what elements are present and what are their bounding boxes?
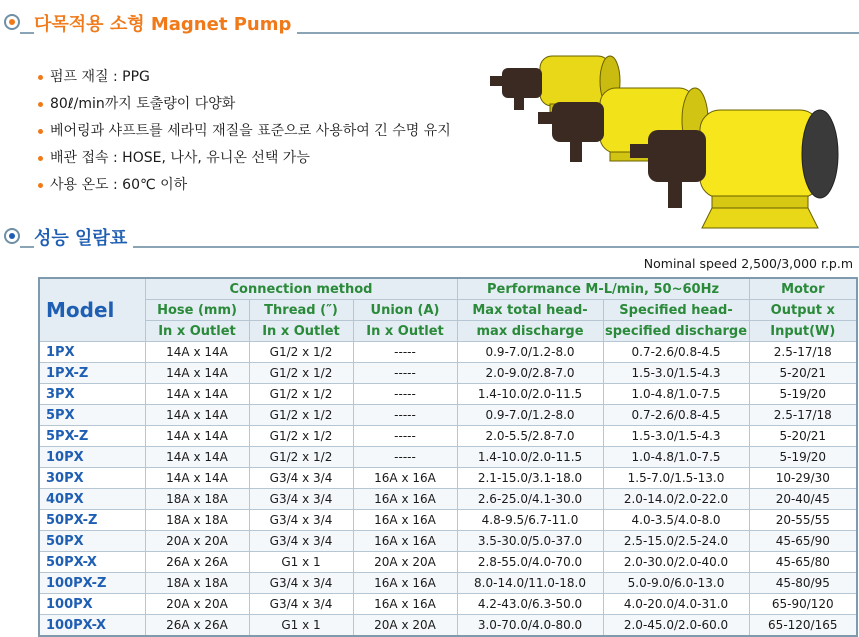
cell-hose: 14A x 14A <box>145 426 249 447</box>
cell-hose: 26A x 26A <box>145 615 249 637</box>
cell-specified-discharge: 0.7-2.6/0.8-4.5 <box>603 342 749 363</box>
table-row <box>39 573 857 594</box>
cell-motor-output: 65-120/165 <box>749 615 857 637</box>
cell-model: 40PX <box>39 489 145 510</box>
cell-thread: G1/2 x 1/2 <box>249 426 353 447</box>
section-bullet-icon <box>4 228 20 244</box>
table-row <box>39 552 857 573</box>
cell-thread: G1 x 1 <box>249 615 353 637</box>
performance-table-body <box>39 342 857 637</box>
table-row <box>39 384 857 405</box>
cell-hose: 20A x 20A <box>145 594 249 615</box>
cell-union: 16A x 16A <box>353 489 457 510</box>
cell-specified-discharge: 5.0-9.0/6.0-13.0 <box>603 573 749 594</box>
feature-item: 펌프 재질 : PPG <box>38 64 451 91</box>
cell-max-discharge: 1.4-10.0/2.0-11.5 <box>457 384 603 405</box>
cell-union: 16A x 16A <box>353 531 457 552</box>
cell-model: 50PX-Z <box>39 510 145 531</box>
cell-specified-discharge: 0.7-2.6/0.8-4.5 <box>603 405 749 426</box>
cell-union: 20A x 20A <box>353 615 457 637</box>
cell-union: 16A x 16A <box>353 510 457 531</box>
cell-max-discharge: 3.0-70.0/4.0-80.0 <box>457 615 603 637</box>
cell-specified-discharge: 1.0-4.8/1.0-7.5 <box>603 384 749 405</box>
cell-specified-discharge: 4.0-3.5/4.0-8.0 <box>603 510 749 531</box>
cell-model: 50PX <box>39 531 145 552</box>
cell-union: ----- <box>353 426 457 447</box>
header-output: Output x <box>749 300 857 321</box>
cell-hose: 20A x 20A <box>145 531 249 552</box>
cell-model: 50PX-X <box>39 552 145 573</box>
bullet-dot-icon <box>38 129 43 134</box>
cell-motor-output: 2.5-17/18 <box>749 405 857 426</box>
header-in-outlet: In x Outlet <box>353 321 457 342</box>
cell-motor-output: 2.5-17/18 <box>749 342 857 363</box>
header-input: Input(W) <box>749 321 857 342</box>
cell-max-discharge: 4.2-43.0/6.3-50.0 <box>457 594 603 615</box>
cell-motor-output: 20-55/55 <box>749 510 857 531</box>
cell-motor-output: 20-40/45 <box>749 489 857 510</box>
header-specified-head: Specified head- <box>603 300 749 321</box>
pump-product-image <box>480 38 850 233</box>
bullet-dot-icon <box>38 102 43 107</box>
cell-union: 16A x 16A <box>353 594 457 615</box>
cell-thread: G1/2 x 1/2 <box>249 342 353 363</box>
performance-title: 성능 일람표 <box>34 224 133 250</box>
header-in-outlet: In x Outlet <box>249 321 353 342</box>
section-divider <box>20 246 859 248</box>
cell-max-discharge: 2.8-55.0/4.0-70.0 <box>457 552 603 573</box>
cell-model: 1PX <box>39 342 145 363</box>
cell-hose: 14A x 14A <box>145 363 249 384</box>
table-row <box>39 447 857 468</box>
cell-max-discharge: 2.1-15.0/3.1-18.0 <box>457 468 603 489</box>
cell-max-discharge: 0.9-7.0/1.2-8.0 <box>457 342 603 363</box>
table-row <box>39 510 857 531</box>
header-thread: Thread (″) <box>249 300 353 321</box>
cell-union: ----- <box>353 342 457 363</box>
cell-motor-output: 5-19/20 <box>749 447 857 468</box>
product-title: 다목적용 소형 Magnet Pump <box>34 10 297 36</box>
header-hose: Hose (mm) <box>145 300 249 321</box>
cell-model: 10PX <box>39 447 145 468</box>
cell-specified-discharge: 2.5-15.0/2.5-24.0 <box>603 531 749 552</box>
cell-specified-discharge: 1.0-4.8/1.0-7.5 <box>603 447 749 468</box>
header-max-total-head: Max total head- <box>457 300 603 321</box>
section-header-performance <box>0 222 859 256</box>
feature-item: 배관 접속 : HOSE, 나사, 유니온 선택 가능 <box>38 145 451 172</box>
header-model: Model <box>39 278 145 342</box>
cell-hose: 14A x 14A <box>145 342 249 363</box>
cell-thread: G3/4 x 3/4 <box>249 531 353 552</box>
cell-thread: G1/2 x 1/2 <box>249 447 353 468</box>
cell-specified-discharge: 2.0-45.0/2.0-60.0 <box>603 615 749 637</box>
header-in-outlet: In x Outlet <box>145 321 249 342</box>
nominal-speed-note: Nominal speed 2,500/3,000 r.p.m <box>643 256 853 271</box>
cell-thread: G1/2 x 1/2 <box>249 405 353 426</box>
cell-model: 100PX-X <box>39 615 145 637</box>
cell-model: 5PX-Z <box>39 426 145 447</box>
cell-union: ----- <box>353 384 457 405</box>
header-max-discharge: max discharge <box>457 321 603 342</box>
cell-max-discharge: 8.0-14.0/11.0-18.0 <box>457 573 603 594</box>
cell-max-discharge: 3.5-30.0/5.0-37.0 <box>457 531 603 552</box>
cell-max-discharge: 2.0-9.0/2.8-7.0 <box>457 363 603 384</box>
cell-max-discharge: 4.8-9.5/6.7-11.0 <box>457 510 603 531</box>
cell-model: 5PX <box>39 405 145 426</box>
cell-union: ----- <box>353 405 457 426</box>
table-row <box>39 363 857 384</box>
cell-hose: 14A x 14A <box>145 405 249 426</box>
cell-specified-discharge: 1.5-3.0/1.5-4.3 <box>603 363 749 384</box>
cell-hose: 14A x 14A <box>145 384 249 405</box>
cell-hose: 26A x 26A <box>145 552 249 573</box>
cell-thread: G1 x 1 <box>249 552 353 573</box>
cell-specified-discharge: 1.5-7.0/1.5-13.0 <box>603 468 749 489</box>
cell-motor-output: 5-20/21 <box>749 363 857 384</box>
feature-item: 베어링과 샤프트를 세라믹 재질을 표준으로 사용하여 긴 수명 유지 <box>38 118 451 145</box>
cell-thread: G3/4 x 3/4 <box>249 489 353 510</box>
table-row <box>39 594 857 615</box>
cell-hose: 18A x 18A <box>145 489 249 510</box>
header-performance: Performance M-L/min, 50~60Hz <box>457 278 749 300</box>
cell-thread: G1/2 x 1/2 <box>249 363 353 384</box>
table-row <box>39 489 857 510</box>
cell-max-discharge: 0.9-7.0/1.2-8.0 <box>457 405 603 426</box>
table-row <box>39 405 857 426</box>
cell-thread: G1/2 x 1/2 <box>249 384 353 405</box>
cell-max-discharge: 1.4-10.0/2.0-11.5 <box>457 447 603 468</box>
cell-hose: 18A x 18A <box>145 510 249 531</box>
cell-hose: 14A x 14A <box>145 447 249 468</box>
feature-list <box>38 64 451 199</box>
table-row <box>39 615 857 637</box>
cell-model: 30PX <box>39 468 145 489</box>
feature-item: 80ℓ/min까지 토출량이 다양화 <box>38 91 451 118</box>
bullet-dot-icon <box>38 183 43 188</box>
table-row <box>39 531 857 552</box>
cell-max-discharge: 2.6-25.0/4.1-30.0 <box>457 489 603 510</box>
cell-model: 3PX <box>39 384 145 405</box>
header-union: Union (A) <box>353 300 457 321</box>
cell-union: 16A x 16A <box>353 573 457 594</box>
cell-motor-output: 65-90/120 <box>749 594 857 615</box>
cell-model: 100PX <box>39 594 145 615</box>
feature-item: 사용 온도 : 60℃ 이하 <box>38 172 451 199</box>
cell-model: 100PX-Z <box>39 573 145 594</box>
cell-union: 16A x 16A <box>353 468 457 489</box>
cell-thread: G3/4 x 3/4 <box>249 510 353 531</box>
cell-motor-output: 10-29/30 <box>749 468 857 489</box>
bullet-dot-icon <box>38 156 43 161</box>
cell-specified-discharge: 1.5-3.0/1.5-4.3 <box>603 426 749 447</box>
cell-motor-output: 5-20/21 <box>749 426 857 447</box>
cell-hose: 14A x 14A <box>145 468 249 489</box>
cell-hose: 18A x 18A <box>145 573 249 594</box>
cell-max-discharge: 2.0-5.5/2.8-7.0 <box>457 426 603 447</box>
header-connection-method: Connection method <box>145 278 457 300</box>
cell-model: 1PX-Z <box>39 363 145 384</box>
cell-specified-discharge: 2.0-30.0/2.0-40.0 <box>603 552 749 573</box>
table-row <box>39 468 857 489</box>
cell-motor-output: 45-65/80 <box>749 552 857 573</box>
cell-union: ----- <box>353 363 457 384</box>
bullet-dot-icon <box>38 75 43 80</box>
cell-specified-discharge: 2.0-14.0/2.0-22.0 <box>603 489 749 510</box>
cell-thread: G3/4 x 3/4 <box>249 573 353 594</box>
cell-thread: G3/4 x 3/4 <box>249 594 353 615</box>
cell-motor-output: 5-19/20 <box>749 384 857 405</box>
section-header-product <box>0 8 859 42</box>
performance-table <box>38 277 858 637</box>
header-motor: Motor <box>749 278 857 300</box>
cell-motor-output: 45-65/90 <box>749 531 857 552</box>
table-row <box>39 426 857 447</box>
cell-specified-discharge: 4.0-20.0/4.0-31.0 <box>603 594 749 615</box>
table-row <box>39 342 857 363</box>
header-specified-discharge: specified discharge <box>603 321 749 342</box>
cell-union: 20A x 20A <box>353 552 457 573</box>
cell-union: ----- <box>353 447 457 468</box>
cell-thread: G3/4 x 3/4 <box>249 468 353 489</box>
section-bullet-icon <box>4 14 20 30</box>
cell-motor-output: 45-80/95 <box>749 573 857 594</box>
